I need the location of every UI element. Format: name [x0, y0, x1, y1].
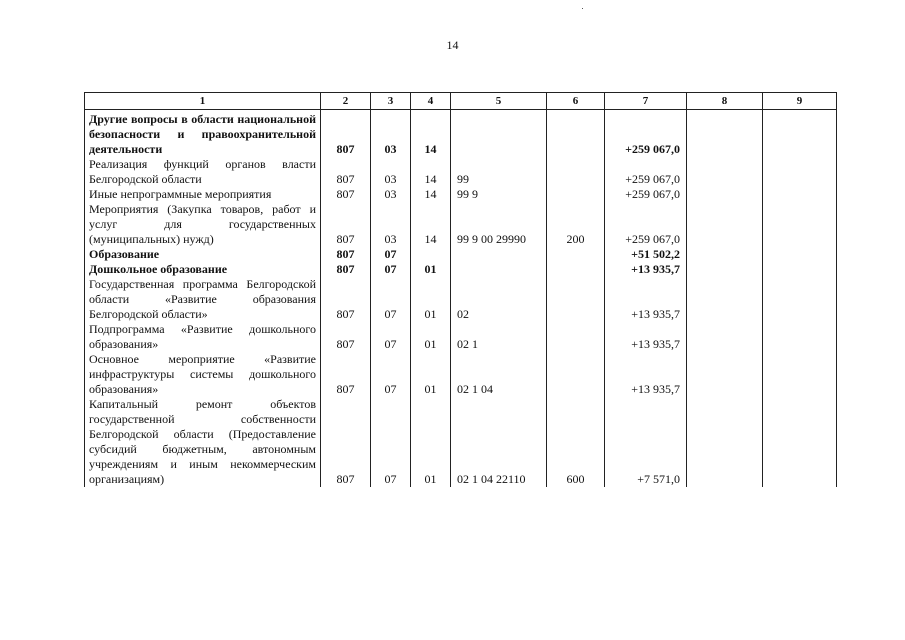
subsection-code-cell: 14 — [411, 110, 451, 158]
section-code-cell: 07 — [371, 397, 411, 487]
header-cell-9: 9 — [763, 93, 837, 110]
item-name-cell: Подпрограмма «Развитие дошкольного образования» — [85, 322, 321, 352]
amount-cell: +51 502,2 — [605, 247, 687, 262]
header-cell-1: 1 — [85, 93, 321, 110]
column-9-cell — [763, 352, 837, 397]
admin-code-cell: 807 — [321, 322, 371, 352]
column-8-cell — [687, 157, 763, 187]
target-article-cell — [451, 247, 547, 262]
section-code-cell: 07 — [371, 247, 411, 262]
item-name-cell: Дошкольное образование — [85, 262, 321, 277]
section-code-cell: 07 — [371, 352, 411, 397]
target-article-cell — [451, 110, 547, 158]
column-8-cell — [687, 247, 763, 262]
expense-kind-cell: 600 — [547, 397, 605, 487]
item-name-cell: Капитальный ремонт объектов государственной собственности Белгородской области (Предоставление субсидий бюджетным, автономным учреждениям и иным некоммерческим организациям) — [85, 397, 321, 487]
admin-code-cell: 807 — [321, 262, 371, 277]
admin-code-cell: 807 — [321, 397, 371, 487]
table-row — [85, 202, 837, 247]
table-row — [85, 262, 837, 277]
target-article-cell: 99 — [451, 157, 547, 187]
expense-kind-cell — [547, 157, 605, 187]
subsection-code-cell: 01 — [411, 352, 451, 397]
subsection-code-cell: 01 — [411, 322, 451, 352]
subsection-code-cell: 01 — [411, 397, 451, 487]
expense-kind-cell: 200 — [547, 202, 605, 247]
column-9-cell — [763, 187, 837, 202]
column-9-cell — [763, 397, 837, 487]
header-cell-6: 6 — [547, 93, 605, 110]
amount-cell: +13 935,7 — [605, 322, 687, 352]
item-name-cell: Иные непрограммные мероприятия — [85, 187, 321, 202]
column-9-cell — [763, 277, 837, 322]
section-code-cell: 07 — [371, 277, 411, 322]
amount-cell: +13 935,7 — [605, 262, 687, 277]
subsection-code-cell: 14 — [411, 157, 451, 187]
table-row — [85, 397, 837, 487]
table-header — [85, 93, 837, 110]
table-row — [85, 247, 837, 262]
header-cell-8: 8 — [687, 93, 763, 110]
page-number: 14 — [446, 38, 459, 52]
target-article-cell — [451, 262, 547, 277]
amount-cell: +13 935,7 — [605, 352, 687, 397]
table-row — [85, 277, 837, 322]
column-8-cell — [687, 202, 763, 247]
column-8-cell — [687, 187, 763, 202]
column-8-cell — [687, 262, 763, 277]
target-article-cell: 02 1 04 22110 — [451, 397, 547, 487]
admin-code-cell: 807 — [321, 187, 371, 202]
expense-kind-cell — [547, 322, 605, 352]
column-8-cell — [687, 277, 763, 322]
header-cell-3: 3 — [371, 93, 411, 110]
item-name-cell: Другие вопросы в области национальной безопасности и правоохранительной деятельности — [85, 110, 321, 158]
subsection-code-cell: 01 — [411, 262, 451, 277]
column-8-cell — [687, 352, 763, 397]
admin-code-cell: 807 — [321, 352, 371, 397]
column-9-cell — [763, 202, 837, 247]
header-cell-5: 5 — [451, 93, 547, 110]
target-article-cell: 02 1 04 — [451, 352, 547, 397]
subsection-code-cell: 14 — [411, 202, 451, 247]
admin-code-cell: 807 — [321, 247, 371, 262]
item-name-cell: Основное мероприятие «Развитие инфраструктуры системы дошкольного образования» — [85, 352, 321, 397]
table-row — [85, 187, 837, 202]
section-code-cell: 03 — [371, 157, 411, 187]
section-code-cell: 07 — [371, 322, 411, 352]
header-row — [85, 93, 837, 110]
target-article-cell: 02 — [451, 277, 547, 322]
column-8-cell — [687, 322, 763, 352]
table-row — [85, 110, 837, 158]
table-row — [85, 157, 837, 187]
admin-code-cell: 807 — [321, 277, 371, 322]
item-name-cell: Образование — [85, 247, 321, 262]
target-article-cell: 99 9 — [451, 187, 547, 202]
header-cell-4: 4 — [411, 93, 451, 110]
table-body — [85, 110, 837, 488]
amount-cell: +259 067,0 — [605, 110, 687, 158]
subsection-code-cell: 14 — [411, 187, 451, 202]
column-8-cell — [687, 110, 763, 158]
expense-kind-cell — [547, 352, 605, 397]
section-code-cell: 03 — [371, 202, 411, 247]
expense-kind-cell — [547, 262, 605, 277]
budget-table-container — [84, 92, 836, 487]
section-code-cell: 03 — [371, 110, 411, 158]
header-cell-2: 2 — [321, 93, 371, 110]
section-code-cell: 07 — [371, 262, 411, 277]
column-9-cell — [763, 322, 837, 352]
subsection-code-cell: 01 — [411, 277, 451, 322]
item-name-cell: Мероприятия (Закупка товаров, работ и услуг для государственных (муниципальных) нужд) — [85, 202, 321, 247]
expense-kind-cell — [547, 277, 605, 322]
subsection-code-cell — [411, 247, 451, 262]
section-code-cell: 03 — [371, 187, 411, 202]
amount-cell: +259 067,0 — [605, 187, 687, 202]
column-8-cell — [687, 397, 763, 487]
column-9-cell — [763, 157, 837, 187]
expense-kind-cell — [547, 110, 605, 158]
table-row — [85, 352, 837, 397]
expense-kind-cell — [547, 247, 605, 262]
item-name-cell: Государственная программа Белгородской области «Развитие образования Белгородской области» — [85, 277, 321, 322]
column-9-cell — [763, 262, 837, 277]
column-9-cell — [763, 110, 837, 158]
table-row — [85, 322, 837, 352]
header-cell-7: 7 — [605, 93, 687, 110]
amount-cell: +259 067,0 — [605, 202, 687, 247]
scan-speck — [582, 8, 583, 9]
amount-cell: +7 571,0 — [605, 397, 687, 487]
admin-code-cell: 807 — [321, 202, 371, 247]
amount-cell: +13 935,7 — [605, 277, 687, 322]
target-article-cell: 02 1 — [451, 322, 547, 352]
budget-table — [84, 92, 837, 487]
expense-kind-cell — [547, 187, 605, 202]
amount-cell: +259 067,0 — [605, 157, 687, 187]
item-name-cell: Реализация функций органов власти Белгородской области — [85, 157, 321, 187]
column-9-cell — [763, 247, 837, 262]
admin-code-cell: 807 — [321, 110, 371, 158]
admin-code-cell: 807 — [321, 157, 371, 187]
target-article-cell: 99 9 00 29990 — [451, 202, 547, 247]
